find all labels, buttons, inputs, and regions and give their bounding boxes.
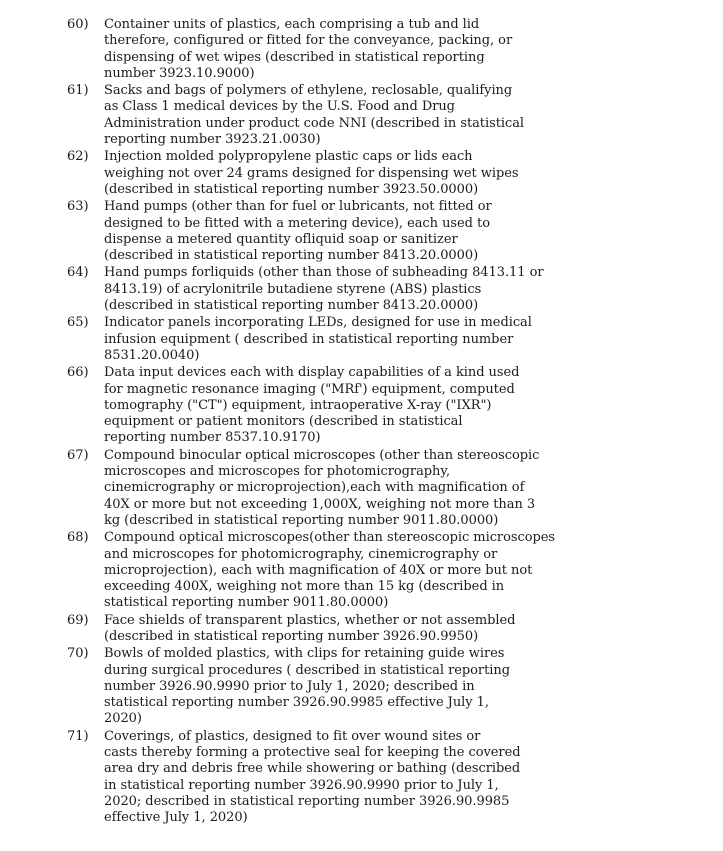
item-text-line: 40X or more but not exceeding 1,000X, weighing not more than 3 <box>104 496 536 512</box>
list-item <box>0 646 540 727</box>
item-number: 63) <box>67 199 89 215</box>
item-text-line: Data input devices each with display capabilities of a kind used <box>104 365 520 381</box>
item-text-line: (described in statistical reporting number 8413.20.0000) <box>104 298 479 314</box>
item-text-line: dispensing of wet wipes (described in statistical reporting <box>104 49 485 65</box>
item-text-line: effective July 1, 2020) <box>104 810 248 826</box>
item-text-line: tomography ("CT") equipment, intraoperative X-ray ("IXR") <box>104 397 492 413</box>
list-item <box>0 199 540 264</box>
list-item <box>0 17 540 82</box>
item-number: 68) <box>67 530 89 546</box>
item-text-line: weighing not over 24 grams designed for dispensing wet wipes <box>104 165 519 181</box>
list-item <box>0 265 544 314</box>
item-text-line: as Class 1 medical devices by the U.S. Food and Drug <box>104 99 455 115</box>
item-number: 66) <box>67 365 89 381</box>
item-text-line: (described in statistical reporting number 3926.90.9950) <box>104 628 479 644</box>
item-text-line: 8531.20.0040) <box>104 347 200 363</box>
list-item <box>0 613 540 646</box>
item-number: 69) <box>67 612 89 628</box>
item-text-line: microprojection), each with magnification of 40X or more but not <box>104 562 533 578</box>
item-number: 61) <box>67 83 89 99</box>
item-text-line: equipment or patient monitors (described in statistical <box>104 414 463 430</box>
list-item <box>0 530 556 611</box>
item-number: 70) <box>67 646 89 662</box>
list-item <box>0 448 540 529</box>
item-text-line: Compound binocular optical microscopes (other than stereoscopic <box>104 447 540 463</box>
item-text-line: Hand pumps (other than for fuel or lubricants, not fitted or <box>104 199 492 215</box>
item-text-line: area dry and debris free while showering or bathing (described <box>104 761 521 777</box>
item-text-line: statistical reporting number 3926.90.9985 effective July 1, <box>104 695 489 711</box>
item-text-line: 2020; described in statistical reporting number 3926.90.9985 <box>104 793 510 809</box>
item-text-line: and microscopes for photomicrography, cinemicrography or <box>104 546 498 562</box>
item-text-line: number 3926.90.9990 prior to July 1, 2020; described in <box>104 678 475 694</box>
list-item <box>0 149 540 198</box>
item-text-line: therefore, configured or fitted for the conveyance, packing, or <box>104 33 513 49</box>
list-item <box>0 729 540 827</box>
item-text-line: exceeding 400X, weighing not more than 15 kg (described in <box>104 579 505 595</box>
item-text-line: Administration under product code NNI (described in statistical <box>104 115 525 131</box>
document-body <box>0 17 723 828</box>
item-text-line: cinemicrography or microprojection),each with magnification of <box>104 480 525 496</box>
item-text-line: during surgical procedures ( described in statistical reporting <box>104 662 510 678</box>
item-text-line: statistical reporting number 9011.80.0000) <box>104 595 389 611</box>
item-text-line: kg (described in statistical reporting number 9011.80.0000) <box>104 512 499 528</box>
item-text-line: microscopes and microscopes for photomicrography, <box>104 464 451 480</box>
list-item <box>0 83 540 148</box>
item-text-line: Bowls of molded plastics, with clips for retaining guide wires <box>104 646 505 662</box>
item-text-line: Sacks and bags of polymers of ethylene, reclosable, qualifying <box>104 83 513 99</box>
item-text-line: infusion equipment ( described in statistical reporting number <box>104 331 514 347</box>
item-number: 67) <box>67 447 89 463</box>
item-text-line: casts thereby forming a protective seal for keeping the covered <box>104 745 521 761</box>
item-text-line: Compound optical microscopes(other than stereoscopic microscopes <box>104 530 556 546</box>
list-item <box>0 315 540 364</box>
item-text-line: Indicator panels incorporating LEDs, designed for use in medical <box>104 315 532 331</box>
item-number: 64) <box>67 265 89 281</box>
item-number: 60) <box>67 17 89 32</box>
item-text-line: Coverings, of plastics, designed to fit over wound sites or <box>104 728 481 744</box>
item-text-line: in statistical reporting number 3926.90.9990 prior to July 1, <box>104 777 499 793</box>
item-text-line: Face shields of transparent plastics, whether or not assembled <box>104 612 516 628</box>
item-text-line: reporting number 3923.21.0030) <box>104 132 321 148</box>
item-text-line: reporting number 8537.10.9170) <box>104 430 321 446</box>
item-text-line: (described in statistical reporting number 8413.20.0000) <box>104 248 479 264</box>
item-text-line: for magnetic resonance imaging ("MRf') equipment, computed <box>104 381 515 397</box>
item-text-line: number 3923.10.9000) <box>104 65 255 81</box>
item-text-line: dispense a metered quantity ofliquid soap or sanitizer <box>104 231 458 247</box>
item-text-line: Hand pumps forliquids (other than those of subheading 8413.11 or <box>104 265 544 281</box>
item-text-line: Injection molded polypropylene plastic caps or lids each <box>104 149 473 165</box>
item-text-line: designed to be fitted with a metering device), each used to <box>104 215 490 231</box>
item-text-line: 2020) <box>104 711 142 727</box>
item-text-line: Container units of plastics, each comprising a tub and lid <box>104 17 480 32</box>
item-text-line: (described in statistical reporting number 3923.50.0000) <box>104 181 479 197</box>
list-item <box>0 365 540 446</box>
item-text-line: 8413.19) of acrylonitrile butadiene styrene (ABS) plastics <box>104 281 482 297</box>
item-number: 65) <box>67 315 89 331</box>
item-number: 71) <box>67 728 89 744</box>
item-number: 62) <box>67 149 89 165</box>
